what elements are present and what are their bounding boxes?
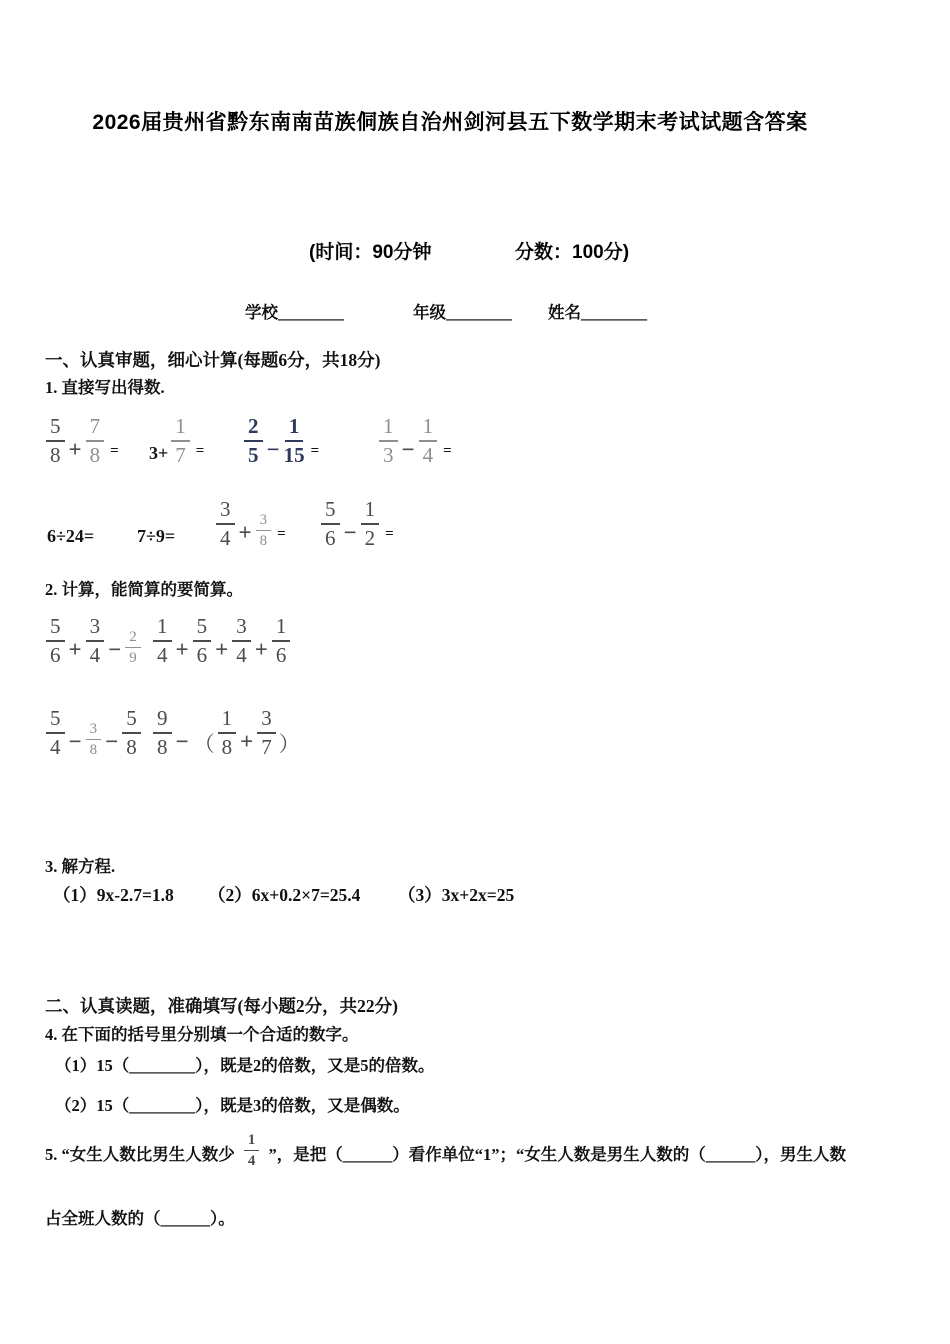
math-expression [45,527,96,549]
question-5-part2: ”，是把（______）看作单位“1”；“女生人数是男生人数的（______），男生人数 [268,1144,846,1164]
fraction-numerator: 1 [218,708,237,734]
equation-item: （1）9x-2.7=1.8 [53,885,174,905]
fraction-numerator: 5 [46,708,65,734]
fraction-denominator: 4 [50,735,61,759]
fraction [244,1133,260,1169]
operator: − [105,729,119,754]
fraction [125,630,141,666]
operator: − [175,729,189,754]
fraction-denominator: 8 [157,735,168,759]
time-limit: (时间：90分钟 [309,242,432,263]
operator: + [254,637,268,662]
fraction-denominator: 8 [50,443,61,467]
fraction [193,616,212,666]
fraction-denominator: 4 [89,643,101,667]
math-text: 3+ [149,443,169,463]
fraction-denominator: 6 [50,643,61,667]
math-text: ） [278,732,300,756]
fraction-numerator: 5 [46,416,65,442]
fraction-denominator: 8 [259,533,268,549]
math-expression [152,616,291,666]
math-expression [378,416,452,466]
fraction-numerator: 5 [122,708,141,734]
exam-meta [0,237,950,263]
school-blank: 学校________ [245,303,344,322]
fraction-numerator: 5 [46,616,65,642]
operator: − [108,637,122,662]
fraction-denominator: 8 [126,735,137,759]
operator: + [215,637,229,662]
fraction-denominator: 6 [325,526,336,550]
fraction-numerator: 3 [86,616,105,642]
fraction-numerator: 1 [361,499,380,525]
operator: − [343,520,357,545]
calc-row [0,602,950,666]
equals-sign: = [443,443,452,459]
equals-sign: = [310,443,320,459]
operator: − [266,437,280,462]
operator: + [68,437,82,462]
operator: − [401,437,415,462]
fraction-denominator: 9 [129,650,137,666]
fraction [46,708,65,758]
math-expression [135,527,177,549]
fraction-numerator: 5 [193,616,212,642]
fraction-numerator: 1 [272,616,291,642]
total-score: 分数：100分) [515,242,630,263]
math-expression [45,708,142,758]
fraction-numerator: 3 [232,616,251,642]
fraction [361,499,380,549]
fraction-denominator: 4 [220,526,231,550]
exam-title: 2026届贵州省黔东南南苗族侗族自治州剑河县五下数学期末考试试题含答案 [92,111,808,134]
operator: + [175,637,189,662]
equation-item: （3）3x+2x=25 [398,885,515,905]
fraction [419,416,438,466]
equation-item: （2）6x+0.2×7=25.4 [208,885,361,905]
question-5-number: 5. [45,1144,58,1164]
question-3-label: 3. 解方程. [45,857,116,876]
fill-blank-item: （2）15（________），既是3的倍数，又是偶数。 [55,1096,410,1115]
section-one-heading: 一、认真审题，细心计算(每题6分，共18分) [45,350,381,370]
fraction-denominator: 4 [247,1153,256,1169]
inline-fraction [243,1133,261,1169]
grade-blank: 年级________ [413,303,512,322]
fraction-denominator: 7 [261,735,272,759]
equations-row [0,882,950,906]
fraction-denominator: 4 [236,643,247,667]
section-two-heading: 二、认真读题，准确填写(每小题2分，共22分) [45,996,398,1016]
fraction [244,416,263,466]
fraction-denominator: 7 [175,443,186,467]
question-4-label: 4. 在下面的括号里分别填一个合适的数字。 [45,1025,359,1044]
equals-sign: = [277,526,286,542]
equals-sign: = [110,443,119,459]
question-2-label: 2. 计算，能简算的要简算。 [45,580,243,599]
question-1-label: 1. 直接写出得数. [45,378,165,397]
fraction-numerator: 3 [256,513,272,531]
fraction-numerator: 1 [171,416,190,442]
fraction [122,708,141,758]
fraction-numerator: 1 [244,1133,260,1151]
fraction-denominator: 8 [89,443,101,467]
question-5-part1: “女生人数比男生人数少 [61,1144,235,1164]
fraction [256,513,272,549]
fraction-numerator: 2 [125,630,141,648]
fraction-numerator: 2 [244,416,263,442]
calc-row [0,690,950,758]
fraction-numerator: 3 [216,499,235,525]
fraction-denominator: 5 [248,443,259,467]
calc-row [0,404,950,466]
fraction-numerator: 1 [419,416,438,442]
fraction-numerator: 5 [321,499,340,525]
fraction-denominator: 6 [275,643,287,667]
fraction-denominator: 8 [221,735,233,759]
fraction [257,708,276,758]
fraction-denominator: 15 [283,443,305,467]
fraction [218,708,237,758]
operator: + [238,520,252,545]
fraction-numerator: 3 [257,708,276,734]
question-5-continuation: 占全班人数的（______）。 [45,1209,235,1228]
fraction [321,499,340,549]
fraction [272,616,291,666]
fraction [46,616,65,666]
fraction [379,416,398,466]
math-expression [243,416,319,466]
fill-blank-item: （1）15（________），既是2的倍数，又是5的倍数。 [55,1056,435,1075]
operator: + [68,637,82,662]
fraction-denominator: 4 [422,443,434,467]
math-text: 6÷24= [47,526,95,546]
operator: − [68,729,82,754]
student-info-line [0,299,950,321]
fraction-denominator: 2 [364,526,376,550]
math-expression [152,708,302,758]
fraction [284,416,305,466]
fraction-denominator: 4 [157,643,168,667]
fraction-numerator: 3 [86,722,102,740]
math-expression [45,616,142,666]
math-expression [45,416,119,466]
math-text: （ [193,732,215,756]
fraction [232,616,251,666]
fraction [171,416,190,466]
fraction-numerator: 9 [153,708,172,734]
math-expression [215,499,286,549]
math-expression [147,416,204,466]
fraction [86,416,105,466]
fraction-numerator: 7 [86,416,105,442]
math-expression [320,499,394,549]
fraction [46,416,65,466]
operator: + [240,729,254,754]
math-text: 7÷9= [137,526,176,546]
fraction-numerator: 1 [153,616,172,642]
calc-row [0,487,950,549]
fraction-denominator: 3 [383,443,394,467]
question-5-text [45,1132,846,1174]
name-blank: 姓名________ [548,303,647,322]
fraction-numerator: 1 [285,416,304,442]
equals-sign: = [195,443,205,459]
equals-sign: = [385,526,394,542]
fraction [86,722,102,758]
fraction-numerator: 1 [379,416,398,442]
fraction-denominator: 8 [89,742,98,758]
fraction [216,499,235,549]
fraction [153,616,172,666]
fraction-denominator: 6 [196,643,208,667]
fraction [153,708,172,758]
fraction [86,616,105,666]
